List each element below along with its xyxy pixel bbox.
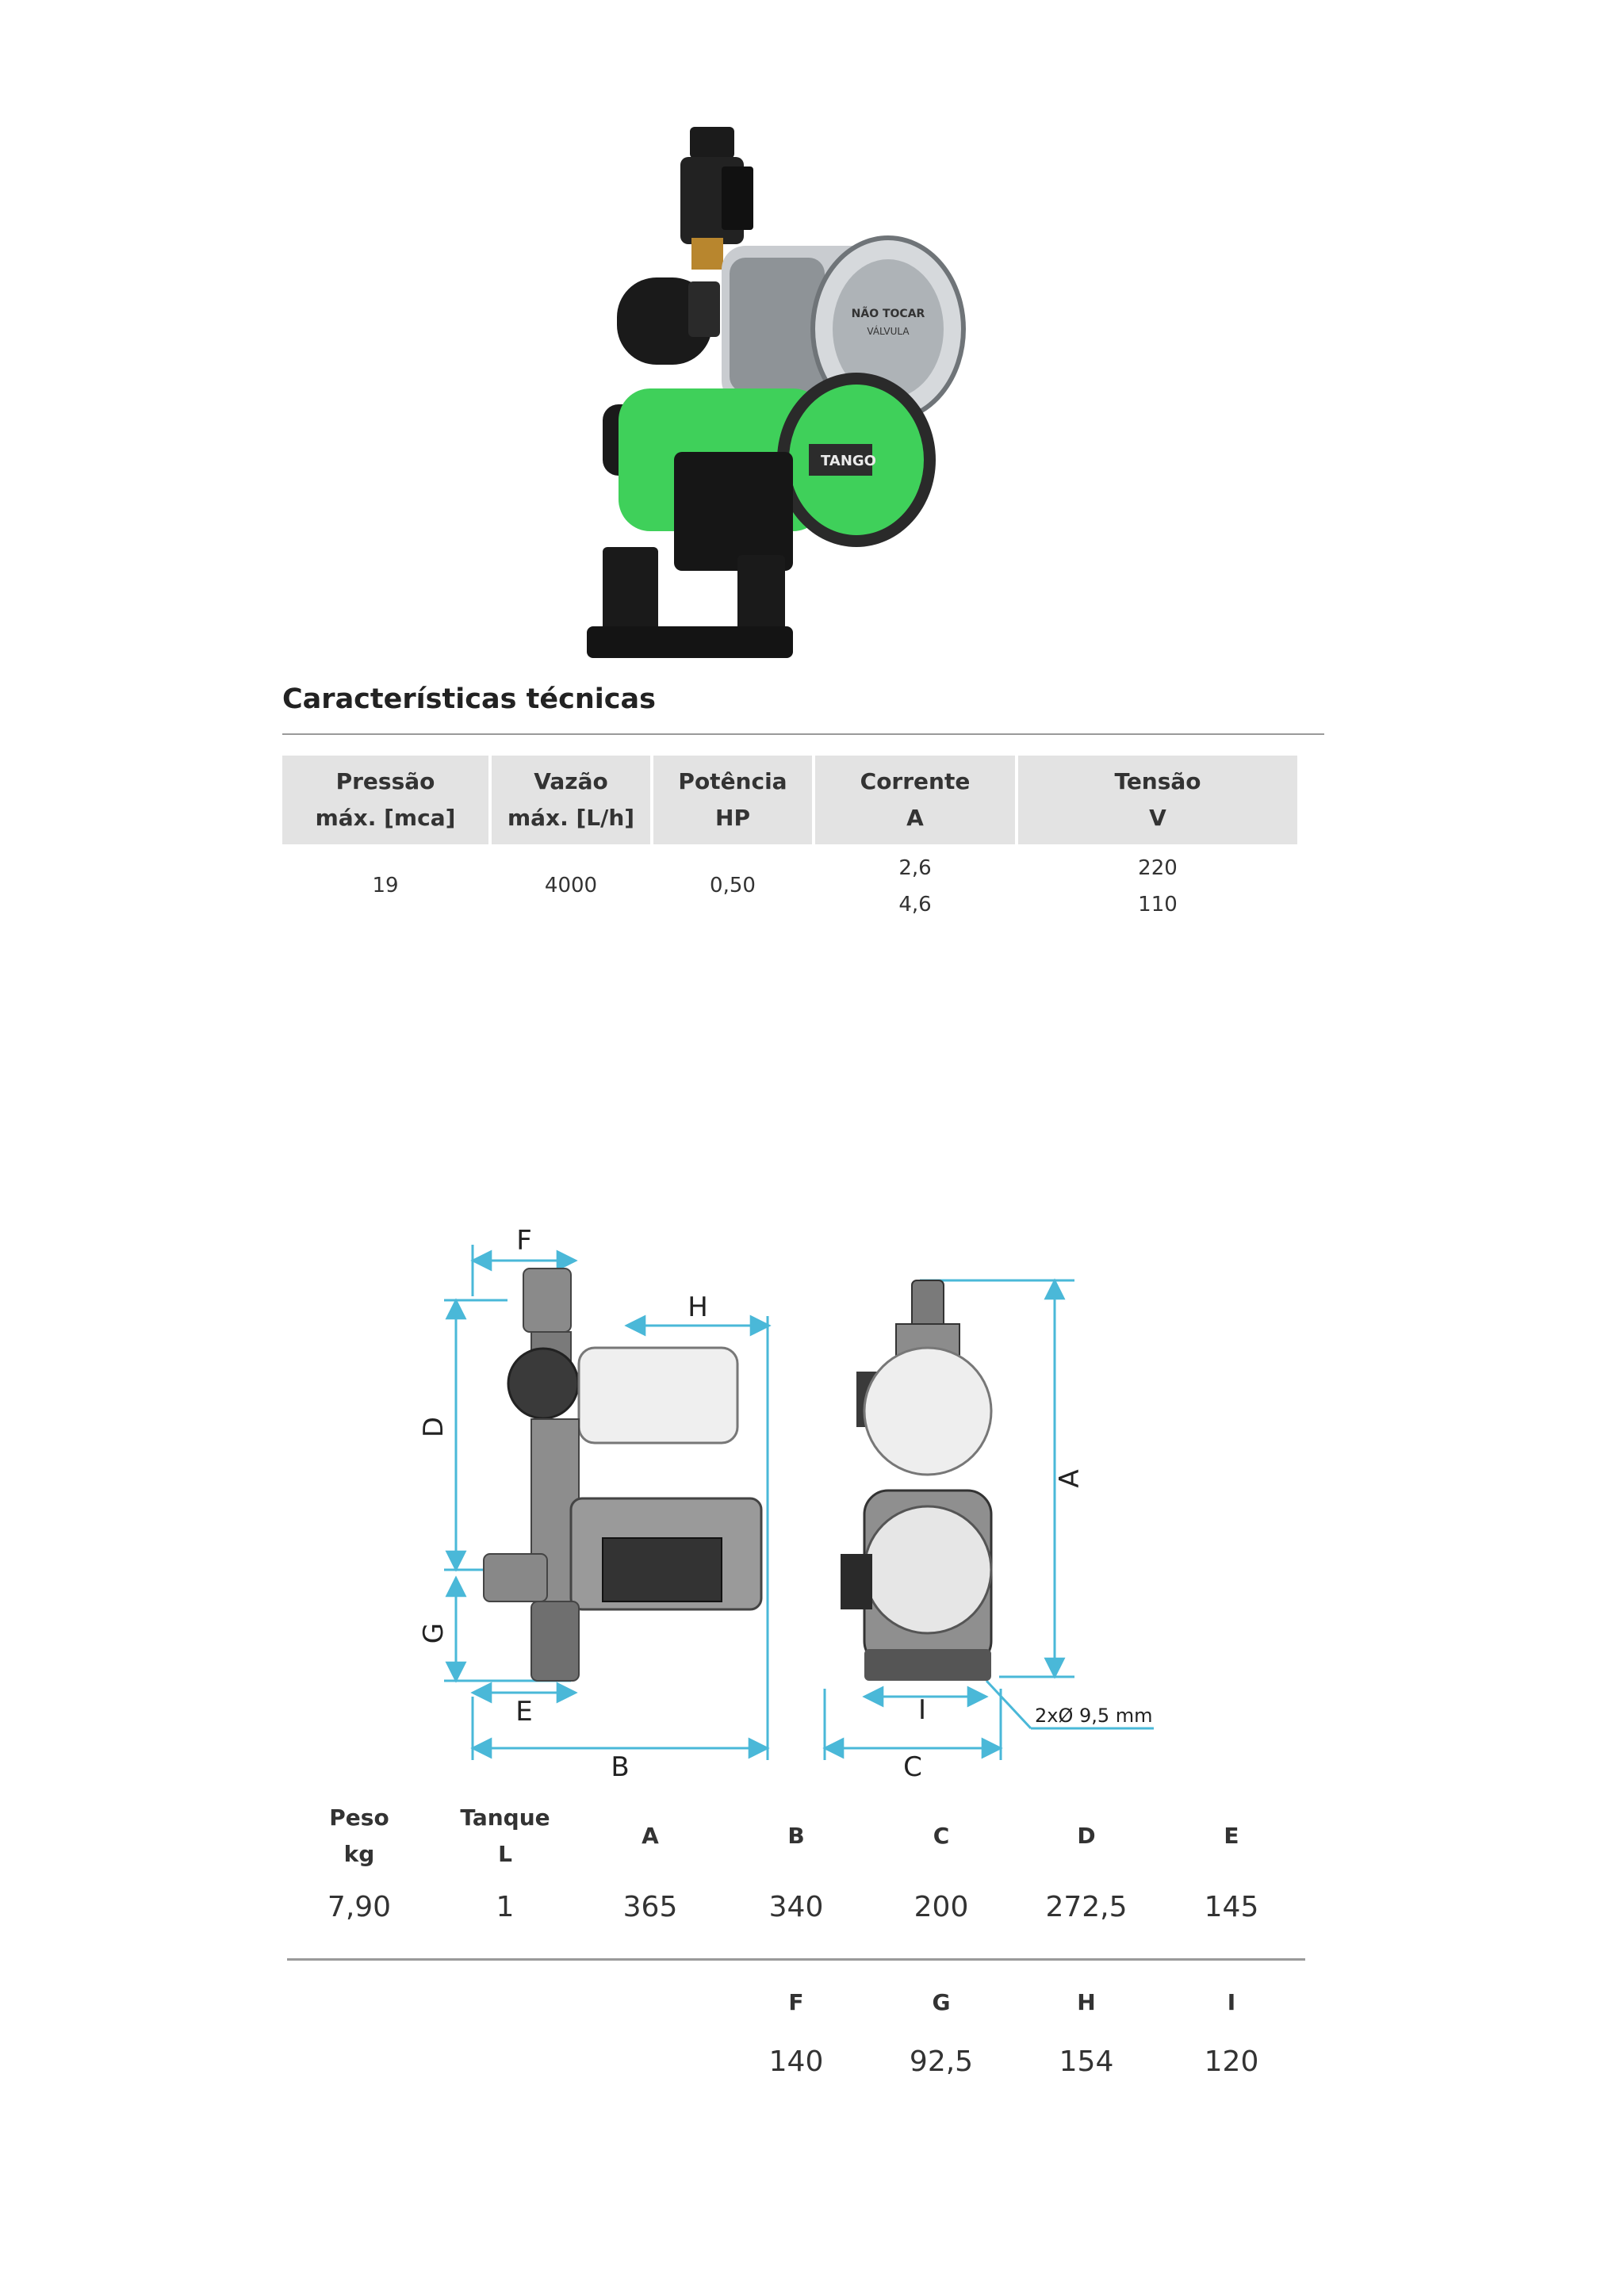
dim-header-G: G [932, 1989, 951, 2015]
section-title: Características técnicas [282, 683, 656, 715]
spec-header-line1: Potência [678, 768, 787, 794]
spec-header-line1: Pressão [335, 768, 435, 794]
dim-header-E: E [1224, 1823, 1239, 1849]
spec-value-potencia: 0,50 [710, 874, 756, 897]
section-divider [282, 733, 1324, 735]
dim-header-B: B [787, 1823, 805, 1849]
dim-header-H: H [1077, 1989, 1096, 2015]
dim-header-D: D [1077, 1823, 1096, 1849]
spec-header-corrente [815, 756, 1015, 844]
dim-value-C: 200 [914, 1891, 969, 1923]
spec-header-line1: Vazão [534, 768, 608, 794]
plate-top-text: NÃO TOCAR [851, 308, 925, 320]
spec-header-vazao [492, 756, 650, 844]
dim-header-line2: L [498, 1841, 512, 1867]
dim-value-E: 145 [1204, 1891, 1259, 1923]
spec-value-corrente-1: 2,6 [898, 856, 932, 880]
brand-text: TANGO [821, 453, 876, 469]
dim-value-G: 92,5 [909, 2045, 974, 2078]
dim-header-line1: Peso [329, 1804, 389, 1831]
spec-header-line2: HP [715, 805, 750, 831]
label-F: F [516, 1225, 532, 1257]
spec-header-line2: V [1149, 805, 1166, 831]
dim-header-line1: Tanque [460, 1804, 550, 1831]
dimensions-divider [287, 1958, 1305, 1961]
dim-header-line2: kg [343, 1841, 375, 1867]
label-E: E [515, 1696, 533, 1728]
spec-value-tensao-1: 220 [1138, 856, 1178, 880]
dim-value-F: 140 [768, 2045, 824, 2078]
label-D: D [418, 1416, 450, 1438]
label-B: B [611, 1751, 630, 1783]
spec-header-line1: Tensão [1114, 768, 1201, 794]
spec-value-tensao-2: 110 [1138, 893, 1178, 916]
dim-value-peso: 7,90 [327, 1891, 392, 1923]
dim-header-F: F [788, 1989, 804, 2015]
dim-value-D: 272,5 [1045, 1891, 1128, 1923]
dim-header-A: A [642, 1823, 659, 1849]
hole-note: 2xØ 9,5 mm [1035, 1705, 1153, 1727]
spec-header-tensao [1018, 756, 1297, 844]
spec-value-pressao: 19 [372, 874, 399, 897]
spec-header-pressao [282, 756, 488, 844]
spec-header-line2: A [906, 805, 924, 831]
spec-header-line2: máx. [mca] [315, 805, 456, 831]
label-C: C [903, 1751, 922, 1783]
label-I: I [917, 1694, 927, 1726]
label-G: G [418, 1622, 450, 1644]
dim-value-tanque: 1 [496, 1891, 515, 1923]
spec-header-line1: Corrente [860, 768, 971, 794]
label-A: A [1054, 1469, 1086, 1488]
spec-header-line2: máx. [L/h] [507, 805, 635, 831]
spec-header-potencia [653, 756, 812, 844]
spec-value-vazao: 4000 [544, 874, 598, 897]
dim-header-tanque [454, 1800, 557, 1873]
dim-header-peso [312, 1800, 407, 1873]
pump-photo [555, 119, 1047, 674]
dimension-drawing [412, 1221, 1221, 1792]
dim-header-C: C [933, 1823, 950, 1849]
dim-value-H: 154 [1059, 2045, 1114, 2078]
dim-header-I: I [1227, 1989, 1236, 2015]
dim-value-I: 120 [1204, 2045, 1259, 2078]
spec-value-corrente-2: 4,6 [898, 893, 932, 916]
label-H: H [688, 1292, 708, 1323]
dim-value-A: 365 [622, 1891, 678, 1923]
dim-value-B: 340 [768, 1891, 824, 1923]
plate-bottom-text: VÁLVULA [867, 326, 910, 337]
